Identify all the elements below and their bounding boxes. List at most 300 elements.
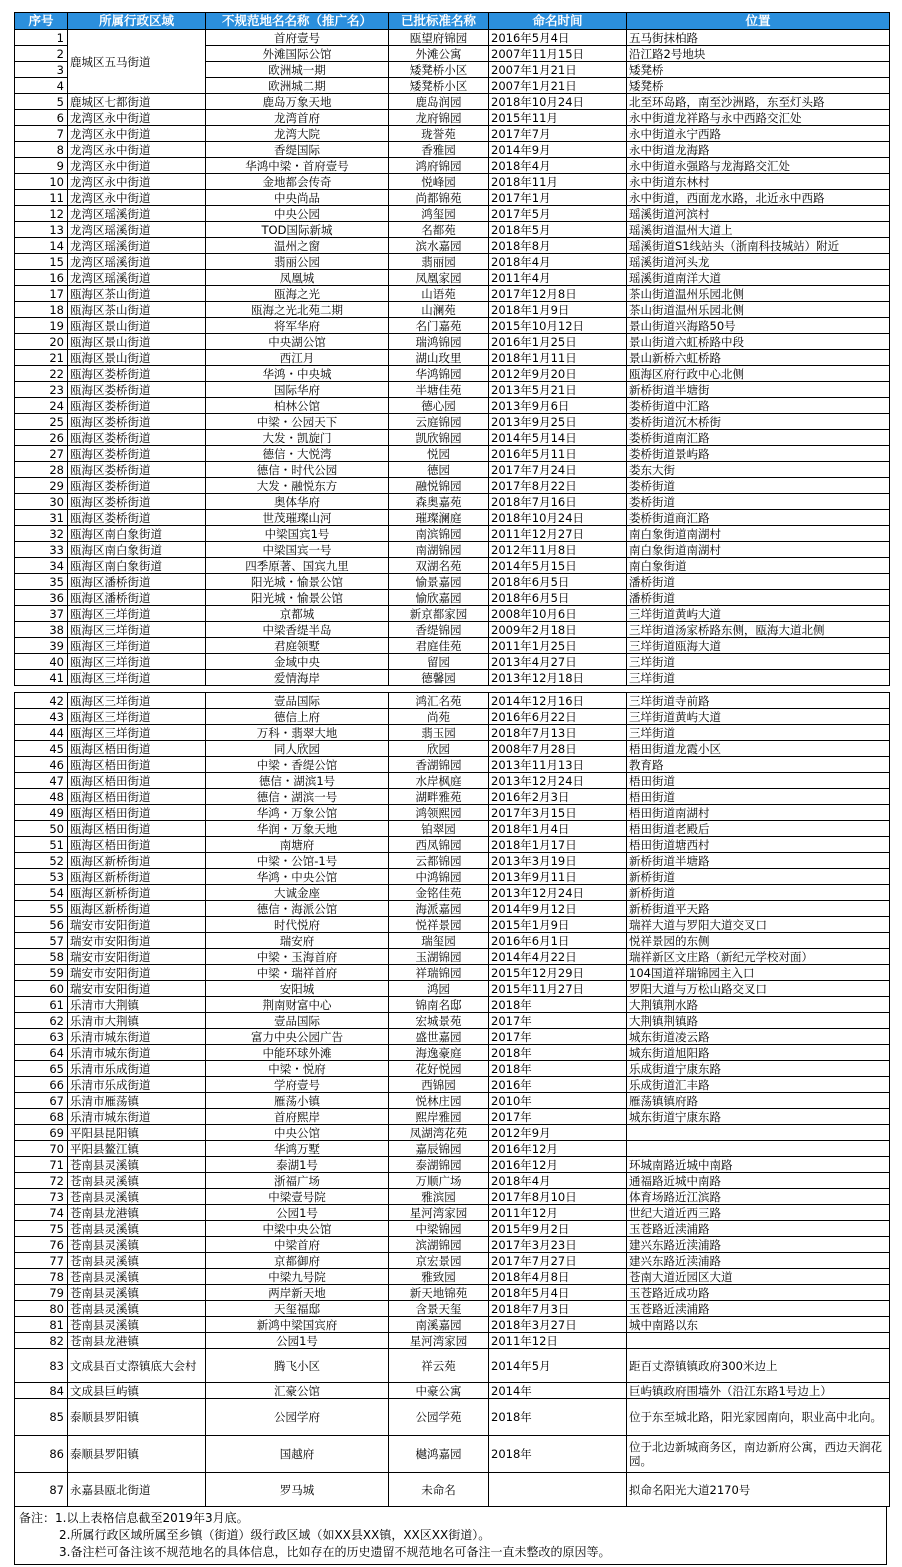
cell-index: 22 bbox=[15, 366, 68, 382]
cell-location: 娄桥街道景屿路 bbox=[627, 446, 890, 462]
cell-nonstandard-name: 大诚金座 bbox=[206, 885, 389, 901]
cell-index: 69 bbox=[15, 1125, 68, 1141]
cell-index: 27 bbox=[15, 446, 68, 462]
table-row bbox=[15, 494, 890, 510]
table-row bbox=[15, 302, 890, 318]
table-row bbox=[15, 542, 890, 558]
cell-region: 瓯海区娄桥街道 bbox=[68, 382, 206, 398]
cell-nonstandard-name: 龙湾大院 bbox=[206, 126, 389, 142]
cell-naming-time: 2013年5月21日 bbox=[489, 382, 627, 398]
cell-naming-time: 2011年1月25日 bbox=[489, 638, 627, 654]
table-row bbox=[15, 1029, 890, 1045]
cell-standard-name: 星河湾家园 bbox=[389, 1333, 489, 1349]
cell-index: 87 bbox=[15, 1473, 68, 1507]
cell-index: 57 bbox=[15, 933, 68, 949]
cell-location: 乐成街道汇丰路 bbox=[627, 1077, 890, 1093]
cell-nonstandard-name: 大发・凯旋门 bbox=[206, 430, 389, 446]
cell-naming-time: 2014年5月15日 bbox=[489, 558, 627, 574]
table-row bbox=[15, 254, 890, 270]
cell-standard-name: 尚苑 bbox=[389, 709, 489, 725]
cell-nonstandard-name: 柏林公馆 bbox=[206, 398, 389, 414]
cell-location: 城东街道旭阳路 bbox=[627, 1045, 890, 1061]
cell-location: 北至环岛路，南至沙洲路，东至灯头路 bbox=[627, 94, 890, 110]
cell-naming-time: 2018年10月24日 bbox=[489, 94, 627, 110]
cell-location: 景山街道兴海路50号 bbox=[627, 318, 890, 334]
cell-location bbox=[627, 1125, 890, 1141]
table-row bbox=[15, 1141, 890, 1157]
table-row bbox=[15, 1473, 890, 1507]
cell-nonstandard-name: 四季原著、国宾九里 bbox=[206, 558, 389, 574]
table-row bbox=[15, 94, 890, 110]
cell-location: 永中街道，西面龙水路，北近永中西路 bbox=[627, 190, 890, 206]
cell-nonstandard-name: 瓯海之光北苑二期 bbox=[206, 302, 389, 318]
cell-region: 乐清市大荆镇 bbox=[68, 1013, 206, 1029]
table-row bbox=[15, 965, 890, 981]
table-row bbox=[15, 1221, 890, 1237]
cell-location: 南白象街道南湖村 bbox=[627, 542, 890, 558]
cell-nonstandard-name: 中能环球外滩 bbox=[206, 1045, 389, 1061]
cell-index: 33 bbox=[15, 542, 68, 558]
table-row bbox=[15, 398, 890, 414]
cell-standard-name: 瑞鸿锦园 bbox=[389, 334, 489, 350]
cell-index: 64 bbox=[15, 1045, 68, 1061]
cell-region: 瑞安市安阳街道 bbox=[68, 917, 206, 933]
cell-index: 38 bbox=[15, 622, 68, 638]
cell-standard-name: 双湖名苑 bbox=[389, 558, 489, 574]
cell-naming-time: 2017年 bbox=[489, 1109, 627, 1125]
cell-location: 城中南路以东 bbox=[627, 1317, 890, 1333]
names-table-part-2 bbox=[14, 692, 890, 1507]
table-row bbox=[15, 933, 890, 949]
cell-naming-time: 2013年12月24日 bbox=[489, 885, 627, 901]
cell-standard-name: 花好悦园 bbox=[389, 1061, 489, 1077]
document-page bbox=[14, 12, 889, 1565]
cell-standard-name: 悦林庄园 bbox=[389, 1093, 489, 1109]
cell-index: 14 bbox=[15, 238, 68, 254]
cell-standard-name: 香雅园 bbox=[389, 142, 489, 158]
cell-naming-time: 2014年 bbox=[489, 1383, 627, 1399]
cell-location: 新桥街道 bbox=[627, 869, 890, 885]
cell-standard-name: 鸿领熙园 bbox=[389, 805, 489, 821]
cell-standard-name: 鸿园 bbox=[389, 981, 489, 997]
cell-region: 苍南县灵溪镇 bbox=[68, 1269, 206, 1285]
table-row bbox=[15, 805, 890, 821]
cell-region: 瑞安市安阳街道 bbox=[68, 933, 206, 949]
header-naming-time: 命名时间 bbox=[489, 13, 627, 30]
cell-index: 70 bbox=[15, 1141, 68, 1157]
cell-region: 瓯海区三垟街道 bbox=[68, 606, 206, 622]
cell-index: 35 bbox=[15, 574, 68, 590]
table-row bbox=[15, 1061, 890, 1077]
cell-region: 瑞安市安阳街道 bbox=[68, 965, 206, 981]
table-row bbox=[15, 1077, 890, 1093]
cell-nonstandard-name: 中梁・香缇公馆 bbox=[206, 757, 389, 773]
cell-region: 乐清市大荆镇 bbox=[68, 997, 206, 1013]
cell-naming-time: 2016年12月 bbox=[489, 1141, 627, 1157]
cell-index: 26 bbox=[15, 430, 68, 446]
cell-index: 82 bbox=[15, 1333, 68, 1349]
cell-naming-time: 2018年 bbox=[489, 1045, 627, 1061]
cell-standard-name: 龙府锦园 bbox=[389, 110, 489, 126]
cell-location: 景山新桥六虹桥路 bbox=[627, 350, 890, 366]
cell-nonstandard-name: 温州之窗 bbox=[206, 238, 389, 254]
cell-location: 通福路近城中南路 bbox=[627, 1173, 890, 1189]
cell-index: 52 bbox=[15, 853, 68, 869]
cell-region: 苍南县龙港镇 bbox=[68, 1205, 206, 1221]
notes bbox=[14, 1507, 887, 1565]
table-row bbox=[15, 821, 890, 837]
notes-label: 备注： bbox=[19, 1511, 56, 1525]
cell-nonstandard-name: 首府熙岸 bbox=[206, 1109, 389, 1125]
cell-index: 44 bbox=[15, 725, 68, 741]
cell-nonstandard-name: 凤凰城 bbox=[206, 270, 389, 286]
cell-nonstandard-name: 中梁・公馆-1号 bbox=[206, 853, 389, 869]
cell-naming-time: 2012年9月20日 bbox=[489, 366, 627, 382]
cell-naming-time: 2017年8月10日 bbox=[489, 1189, 627, 1205]
cell-index: 45 bbox=[15, 741, 68, 757]
table-row bbox=[15, 1285, 890, 1301]
table-row bbox=[15, 757, 890, 773]
cell-standard-name: 名都苑 bbox=[389, 222, 489, 238]
cell-nonstandard-name: 龙湾首府 bbox=[206, 110, 389, 126]
cell-nonstandard-name: 华鸿中梁・首府壹号 bbox=[206, 158, 389, 174]
cell-standard-name: 香缇锦园 bbox=[389, 622, 489, 638]
cell-naming-time: 2017年3月15日 bbox=[489, 805, 627, 821]
table-row bbox=[15, 981, 890, 997]
cell-index: 24 bbox=[15, 398, 68, 414]
table-row bbox=[15, 1383, 890, 1399]
cell-index: 8 bbox=[15, 142, 68, 158]
cell-naming-time: 2018年4月 bbox=[489, 254, 627, 270]
cell-index: 66 bbox=[15, 1077, 68, 1093]
table-row bbox=[15, 885, 890, 901]
cell-location: 三垟街道瓯海大道 bbox=[627, 638, 890, 654]
cell-location: 玉苍路近渎浦路 bbox=[627, 1301, 890, 1317]
table-row bbox=[15, 1157, 890, 1173]
table-row bbox=[15, 917, 890, 933]
cell-naming-time: 2015年1月9日 bbox=[489, 917, 627, 933]
cell-region: 泰顺县罗阳镇 bbox=[68, 1399, 206, 1436]
cell-nonstandard-name: 德信・大悦湾 bbox=[206, 446, 389, 462]
cell-location: 永中街道东林村 bbox=[627, 174, 890, 190]
names-table-part-1 bbox=[14, 12, 890, 686]
cell-standard-name: 西凤锦园 bbox=[389, 837, 489, 853]
table-row bbox=[15, 1301, 890, 1317]
cell-location: 瓯海区府行政中心北侧 bbox=[627, 366, 890, 382]
cell-nonstandard-name: 中梁・瑞祥首府 bbox=[206, 965, 389, 981]
cell-region: 龙湾区瑶溪街道 bbox=[68, 270, 206, 286]
cell-location: 永中街道龙祥路与永中西路交汇处 bbox=[627, 110, 890, 126]
cell-naming-time: 2018年 bbox=[489, 1061, 627, 1077]
cell-standard-name: 铂翠园 bbox=[389, 821, 489, 837]
cell-index: 53 bbox=[15, 869, 68, 885]
cell-standard-name: 鹿岛润园 bbox=[389, 94, 489, 110]
table-row bbox=[15, 1125, 890, 1141]
cell-region: 瓯海区景山街道 bbox=[68, 350, 206, 366]
table-row bbox=[15, 1317, 890, 1333]
cell-standard-name: 凤凰家园 bbox=[389, 270, 489, 286]
cell-region: 乐清市城东街道 bbox=[68, 1029, 206, 1045]
cell-standard-name: 华鸿锦园 bbox=[389, 366, 489, 382]
cell-region: 龙湾区瑶溪街道 bbox=[68, 222, 206, 238]
cell-naming-time: 2016年1月25日 bbox=[489, 334, 627, 350]
cell-region: 瓯海区三垟街道 bbox=[68, 670, 206, 686]
cell-naming-time: 2017年8月22日 bbox=[489, 478, 627, 494]
cell-nonstandard-name: 世茂璀璨山河 bbox=[206, 510, 389, 526]
cell-region: 瓯海区茶山街道 bbox=[68, 286, 206, 302]
header-location: 位置 bbox=[627, 13, 890, 30]
cell-region: 苍南县灵溪镇 bbox=[68, 1317, 206, 1333]
cell-region: 瓯海区新桥街道 bbox=[68, 853, 206, 869]
cell-index: 43 bbox=[15, 709, 68, 725]
cell-naming-time: 2016年12月 bbox=[489, 1157, 627, 1173]
cell-location: 梧田街道龙霞小区 bbox=[627, 741, 890, 757]
cell-naming-time: 2016年 bbox=[489, 1077, 627, 1093]
cell-location: 茶山街道温州乐园北侧 bbox=[627, 286, 890, 302]
cell-nonstandard-name: 君庭领墅 bbox=[206, 638, 389, 654]
table-row bbox=[15, 382, 890, 398]
table-row bbox=[15, 366, 890, 382]
table-row bbox=[15, 334, 890, 350]
cell-naming-time: 2007年1月21日 bbox=[489, 78, 627, 94]
table-row bbox=[15, 853, 890, 869]
cell-standard-name: 名门嘉苑 bbox=[389, 318, 489, 334]
cell-nonstandard-name: 中梁首府 bbox=[206, 1237, 389, 1253]
cell-region: 瓯海区新桥街道 bbox=[68, 869, 206, 885]
cell-standard-name: 中梁锦园 bbox=[389, 1221, 489, 1237]
cell-location: 悦祥景园的东侧 bbox=[627, 933, 890, 949]
cell-index: 6 bbox=[15, 110, 68, 126]
cell-region: 瓯海区南白象街道 bbox=[68, 526, 206, 542]
cell-standard-name: 海派嘉园 bbox=[389, 901, 489, 917]
cell-standard-name: 海逸豪庭 bbox=[389, 1045, 489, 1061]
header-standard-name: 已批标准名称 bbox=[389, 13, 489, 30]
cell-standard-name: 留园 bbox=[389, 654, 489, 670]
table-row bbox=[15, 869, 890, 885]
table-row bbox=[15, 206, 890, 222]
cell-naming-time: 2016年5月11日 bbox=[489, 446, 627, 462]
table-row bbox=[15, 1205, 890, 1221]
cell-location: 梧田街道塘西村 bbox=[627, 837, 890, 853]
cell-location: 娄桥街道 bbox=[627, 478, 890, 494]
table-row bbox=[15, 30, 890, 46]
cell-naming-time: 2017年7月 bbox=[489, 126, 627, 142]
cell-nonstandard-name: 时代悦府 bbox=[206, 917, 389, 933]
cell-location: 乐成街道宁康东路 bbox=[627, 1061, 890, 1077]
table-row bbox=[15, 622, 890, 638]
cell-standard-name: 南滨锦园 bbox=[389, 526, 489, 542]
cell-standard-name: 德馨园 bbox=[389, 670, 489, 686]
cell-naming-time: 2013年9月25日 bbox=[489, 414, 627, 430]
cell-standard-name: 山澜苑 bbox=[389, 302, 489, 318]
cell-nonstandard-name: 国际华府 bbox=[206, 382, 389, 398]
cell-location: 拟命名阳光大道2170号 bbox=[627, 1473, 890, 1507]
table-row bbox=[15, 773, 890, 789]
cell-location: 环城南路近城中南路 bbox=[627, 1157, 890, 1173]
cell-location: 大荆镇荆水路 bbox=[627, 997, 890, 1013]
table-row bbox=[15, 1237, 890, 1253]
cell-naming-time: 2012年11月8日 bbox=[489, 542, 627, 558]
cell-index: 78 bbox=[15, 1269, 68, 1285]
cell-region: 乐清市乐成街道 bbox=[68, 1077, 206, 1093]
cell-region: 瓯海区三垟街道 bbox=[68, 638, 206, 654]
cell-region: 瓯海区娄桥街道 bbox=[68, 462, 206, 478]
cell-standard-name: 珑誉苑 bbox=[389, 126, 489, 142]
cell-nonstandard-name: 雁荡小镇 bbox=[206, 1093, 389, 1109]
cell-naming-time: 2018年 bbox=[489, 1399, 627, 1436]
cell-region: 瓯海区南白象街道 bbox=[68, 558, 206, 574]
cell-standard-name: 翡丽园 bbox=[389, 254, 489, 270]
cell-naming-time: 2018年1月17日 bbox=[489, 837, 627, 853]
cell-naming-time: 2016年2月3日 bbox=[489, 789, 627, 805]
table-row bbox=[15, 1013, 890, 1029]
cell-nonstandard-name: 中梁・悦府 bbox=[206, 1061, 389, 1077]
cell-standard-name: 金铭佳苑 bbox=[389, 885, 489, 901]
cell-nonstandard-name: 富力中央公园广告 bbox=[206, 1029, 389, 1045]
cell-standard-name: 云都锦园 bbox=[389, 853, 489, 869]
cell-location: 梧田街道老殿后 bbox=[627, 821, 890, 837]
cell-naming-time: 2017年12月8日 bbox=[489, 286, 627, 302]
table-row bbox=[15, 1349, 890, 1383]
cell-standard-name: 鸿汇名苑 bbox=[389, 693, 489, 709]
table-row bbox=[15, 837, 890, 853]
cell-nonstandard-name: 德信・湖滨一号 bbox=[206, 789, 389, 805]
cell-index: 23 bbox=[15, 382, 68, 398]
cell-nonstandard-name: 阳光城・愉景公馆 bbox=[206, 590, 389, 606]
cell-naming-time: 2011年12日 bbox=[489, 1333, 627, 1349]
cell-nonstandard-name: 腾飞小区 bbox=[206, 1349, 389, 1383]
cell-nonstandard-name: 浙福广场 bbox=[206, 1173, 389, 1189]
cell-nonstandard-name: 中梁壹号院 bbox=[206, 1189, 389, 1205]
cell-location: 永中街道龙海路 bbox=[627, 142, 890, 158]
cell-location: 巨屿镇政府围墙外（沿江东路1号边上） bbox=[627, 1383, 890, 1399]
table-row bbox=[15, 414, 890, 430]
cell-index: 19 bbox=[15, 318, 68, 334]
cell-region: 龙湾区瑶溪街道 bbox=[68, 206, 206, 222]
cell-region: 瓯海区潘桥街道 bbox=[68, 574, 206, 590]
cell-naming-time: 2017年1月 bbox=[489, 190, 627, 206]
table-row bbox=[15, 1399, 890, 1436]
cell-standard-name: 祥瑞锦园 bbox=[389, 965, 489, 981]
cell-region: 瓯海区娄桥街道 bbox=[68, 398, 206, 414]
header-row bbox=[15, 13, 890, 30]
cell-location: 娄桥街道沉木桥街 bbox=[627, 414, 890, 430]
cell-index: 71 bbox=[15, 1157, 68, 1173]
cell-location: 瑶溪街道温州大道上 bbox=[627, 222, 890, 238]
cell-nonstandard-name: 金域中央 bbox=[206, 654, 389, 670]
cell-naming-time: 2008年10月6日 bbox=[489, 606, 627, 622]
cell-standard-name: 香湖锦园 bbox=[389, 757, 489, 773]
cell-index: 36 bbox=[15, 590, 68, 606]
table-row bbox=[15, 430, 890, 446]
cell-standard-name: 公园学苑 bbox=[389, 1399, 489, 1436]
cell-index: 41 bbox=[15, 670, 68, 686]
cell-region: 龙湾区永中街道 bbox=[68, 190, 206, 206]
cell-location: 南白象街道 bbox=[627, 558, 890, 574]
cell-naming-time: 2014年5月 bbox=[489, 1349, 627, 1383]
cell-naming-time: 2018年7月13日 bbox=[489, 725, 627, 741]
cell-region: 文成县巨屿镇 bbox=[68, 1383, 206, 1399]
cell-region: 瓯海区梧田街道 bbox=[68, 773, 206, 789]
cell-location: 三垟街道 bbox=[627, 654, 890, 670]
cell-naming-time: 2008年7月28日 bbox=[489, 741, 627, 757]
cell-region: 鹿城区七都街道 bbox=[68, 94, 206, 110]
cell-location: 三垟街道黄屿大道 bbox=[627, 709, 890, 725]
cell-location: 玉苍路近成功路 bbox=[627, 1285, 890, 1301]
cell-region: 瓯海区娄桥街道 bbox=[68, 366, 206, 382]
cell-nonstandard-name: 京都御府 bbox=[206, 1253, 389, 1269]
cell-naming-time: 2016年6月1日 bbox=[489, 933, 627, 949]
cell-nonstandard-name: 奥体华府 bbox=[206, 494, 389, 510]
cell-standard-name: 南溪嘉园 bbox=[389, 1317, 489, 1333]
cell-region: 瓯海区娄桥街道 bbox=[68, 478, 206, 494]
cell-location: 矮凳桥 bbox=[627, 78, 890, 94]
header-index: 序号 bbox=[15, 13, 68, 30]
table-row bbox=[15, 670, 890, 686]
cell-standard-name: 瓯望府锦园 bbox=[389, 30, 489, 46]
cell-location: 苍南大道近园区大道 bbox=[627, 1269, 890, 1285]
cell-naming-time: 2018年 bbox=[489, 997, 627, 1013]
header-region: 所属行政区域 bbox=[68, 13, 206, 30]
cell-index: 68 bbox=[15, 1109, 68, 1125]
table-row bbox=[15, 270, 890, 286]
cell-standard-name: 锦南名邸 bbox=[389, 997, 489, 1013]
cell-naming-time: 2017年3月23日 bbox=[489, 1237, 627, 1253]
table-row bbox=[15, 709, 890, 725]
cell-naming-time: 2018年6月5日 bbox=[489, 574, 627, 590]
table-row bbox=[15, 638, 890, 654]
cell-region: 瓯海区潘桥街道 bbox=[68, 590, 206, 606]
cell-nonstandard-name: 外滩国际公馆 bbox=[206, 46, 389, 62]
table-row bbox=[15, 1253, 890, 1269]
table-row bbox=[15, 949, 890, 965]
cell-standard-name: 尚都锦苑 bbox=[389, 190, 489, 206]
cell-location: 娄桥街道 bbox=[627, 494, 890, 510]
cell-naming-time: 2018年8月 bbox=[489, 238, 627, 254]
cell-location: 娄桥街道商汇路 bbox=[627, 510, 890, 526]
cell-region: 苍南县灵溪镇 bbox=[68, 1189, 206, 1205]
cell-standard-name: 愉景嘉园 bbox=[389, 574, 489, 590]
cell-standard-name: 中鸿锦园 bbox=[389, 869, 489, 885]
cell-naming-time: 2013年11月13日 bbox=[489, 757, 627, 773]
cell-location: 距百丈漈镇镇政府300米边上 bbox=[627, 1349, 890, 1383]
cell-location: 体育场路近江滨路 bbox=[627, 1189, 890, 1205]
cell-nonstandard-name: 中梁・公园天下 bbox=[206, 414, 389, 430]
cell-nonstandard-name: 万科・翡翠大地 bbox=[206, 725, 389, 741]
cell-index: 85 bbox=[15, 1399, 68, 1436]
cell-index: 83 bbox=[15, 1349, 68, 1383]
cell-index: 79 bbox=[15, 1285, 68, 1301]
cell-index: 48 bbox=[15, 789, 68, 805]
cell-nonstandard-name: 华鸿・万象公馆 bbox=[206, 805, 389, 821]
cell-naming-time: 2013年3月19日 bbox=[489, 853, 627, 869]
cell-location: 位于东至城北路，阳光家园南向，职业高中北向。 bbox=[627, 1399, 890, 1436]
cell-standard-name: 鸿府锦园 bbox=[389, 158, 489, 174]
cell-standard-name: 雅致园 bbox=[389, 1269, 489, 1285]
cell-nonstandard-name: 南塘府 bbox=[206, 837, 389, 853]
cell-region: 文成县百丈漈镇底大会村 bbox=[68, 1349, 206, 1383]
cell-region: 苍南县灵溪镇 bbox=[68, 1285, 206, 1301]
cell-index: 18 bbox=[15, 302, 68, 318]
cell-naming-time: 2018年11月 bbox=[489, 174, 627, 190]
cell-standard-name: 含景天玺 bbox=[389, 1301, 489, 1317]
cell-naming-time: 2018年1月11日 bbox=[489, 350, 627, 366]
cell-location: 罗阳大道与万松山路交叉口 bbox=[627, 981, 890, 997]
cell-nonstandard-name: 华润・万象天地 bbox=[206, 821, 389, 837]
cell-nonstandard-name: 鹿岛万象天地 bbox=[206, 94, 389, 110]
cell-naming-time: 2018年7月16日 bbox=[489, 494, 627, 510]
cell-index: 40 bbox=[15, 654, 68, 670]
